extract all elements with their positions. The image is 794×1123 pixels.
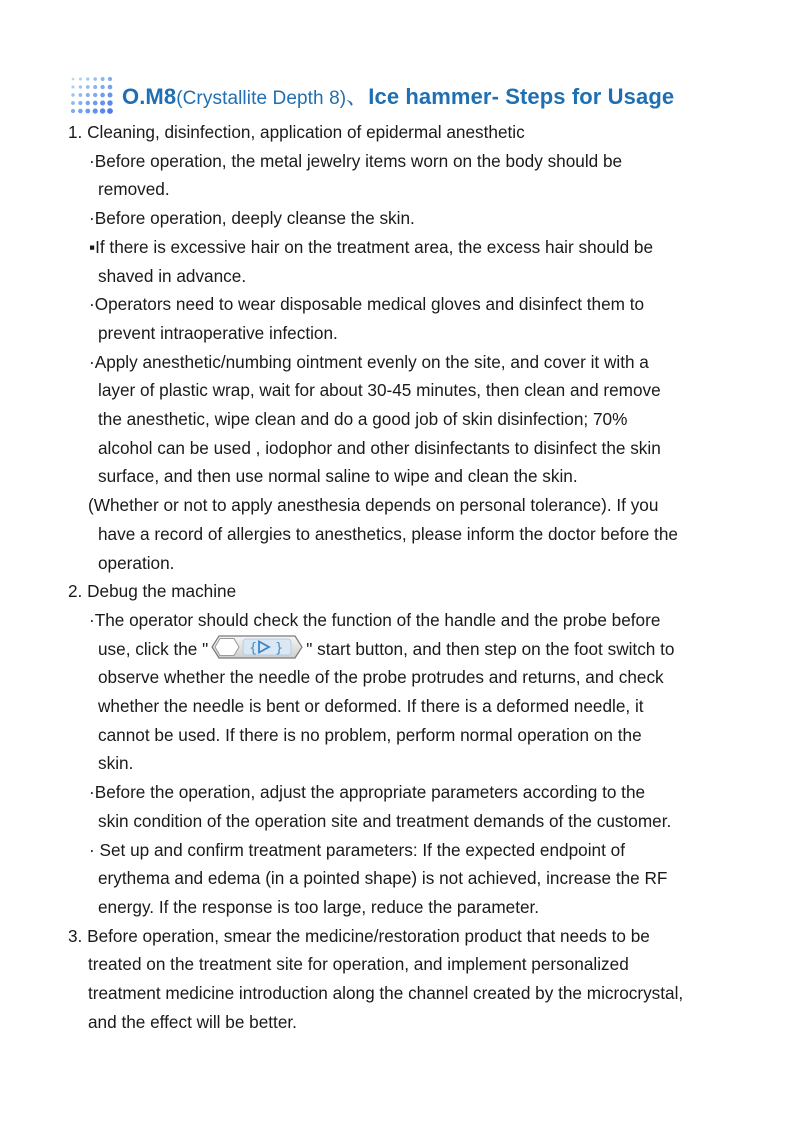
s1-note-line-3: operation.	[98, 552, 175, 573]
section-header	[69, 75, 674, 115]
s2-bullet-1-line-4: whether the needle is bent or deformed. If there is a deformed needle, it	[98, 696, 644, 716]
s1-note-line-1: (Whether or not to apply anesthesia depends on personal tolerance). If you	[88, 495, 659, 516]
s2-bullet-1-line-6: skin.	[98, 753, 134, 774]
s1-bullet-5-line-5: surface, and then use normal saline to wipe and clean the skin.	[98, 466, 578, 487]
s2-b1-l2-after: " start button, and then step on the foot switch to	[306, 638, 675, 659]
s2-bullet-1-line-1: ·The operator should check the function of the handle and the probe before	[89, 609, 661, 630]
section-3-line-3: treatment medicine introduction along the channel created by the microcrystal,	[88, 983, 684, 1003]
s2-bullet-2-line-1: ·Before the operation, adjust the appropriate parameters according to the	[89, 782, 646, 803]
page-title	[122, 80, 674, 111]
dot-grid-icon	[69, 75, 115, 115]
title-main: Ice hammer- Steps for Usage	[368, 83, 675, 109]
s1-bullet-4-line-1: ·Operators need to wear disposable medical gloves and disinfect them to	[89, 294, 645, 315]
s1-bullet-3-line-1: ▪If there is excessive hair on the treatment area, the excess hair should be	[89, 236, 654, 257]
s2-bullet-1-line-5: cannot be used. If there is no problem, perform normal operation on the	[98, 724, 642, 745]
section-3-line-1: 3. Before operation, smear the medicine/restoration product that needs to be	[68, 925, 650, 946]
start-play-button-icon	[211, 634, 303, 660]
section-2-heading: 2. Debug the machine	[68, 581, 237, 602]
section-1-heading: 1. Cleaning, disinfection, application of epidermal anesthetic	[68, 122, 525, 142]
title-model: O.M8	[122, 83, 177, 109]
s2-bullet-3-line-1: · Set up and confirm treatment parameters: If the expected endpoint of	[89, 839, 625, 860]
s2-bullet-2-line-2: skin condition of the operation site and treatment demands of the customer.	[98, 810, 672, 831]
s1-bullet-5-line-1: ·Apply anesthetic/numbing ointment evenly on the site, and cover it with a	[89, 351, 649, 372]
s2-bullet-1-line-2	[98, 635, 674, 664]
s1-bullet-5-line-4: alcohol can be used , iodophor and other disinfectants to disinfect the skin	[98, 437, 661, 458]
svg-text:}: }	[275, 641, 284, 657]
s1-bullet-5-line-3: the anesthetic, wipe clean and do a good job of skin disinfection; 70%	[98, 409, 628, 429]
s1-bullet-4-line-2: prevent intraoperative infection.	[98, 322, 338, 343]
section-3-line-4: and the effect will be better.	[88, 1011, 297, 1032]
s1-bullet-1-line-2: removed.	[98, 179, 170, 200]
s2-bullet-1-line-3: observe whether the needle of the probe protrudes and returns, and check	[98, 667, 664, 688]
s2-bullet-3-line-3: energy. If the response is too large, reduce the parameter.	[98, 896, 540, 917]
s1-note-line-2: have a record of allergies to anesthetics, please inform the doctor before the	[98, 523, 678, 544]
title-separator: 、	[346, 83, 369, 109]
title-subtitle: (Crystallite Depth 8)	[176, 87, 347, 109]
s1-bullet-3-line-2: shaved in advance.	[98, 265, 247, 286]
s1-bullet-5-line-2: layer of plastic wrap, wait for about 30-45 minutes, then clean and remove	[98, 380, 661, 401]
s1-bullet-1-line-1: ·Before operation, the metal jewelry items worn on the body should be	[89, 150, 623, 171]
s2-b1-l2-before: use, click the "	[98, 638, 209, 659]
section-3-line-2: treated on the treatment site for operation, and implement personalized	[88, 954, 629, 975]
s1-bullet-2-line-1: ·Before operation, deeply cleanse the skin.	[89, 208, 415, 229]
s2-bullet-3-line-2: erythema and edema (in a pointed shape) is not achieved, increase the RF	[98, 868, 668, 889]
svg-text:{: {	[249, 641, 258, 657]
